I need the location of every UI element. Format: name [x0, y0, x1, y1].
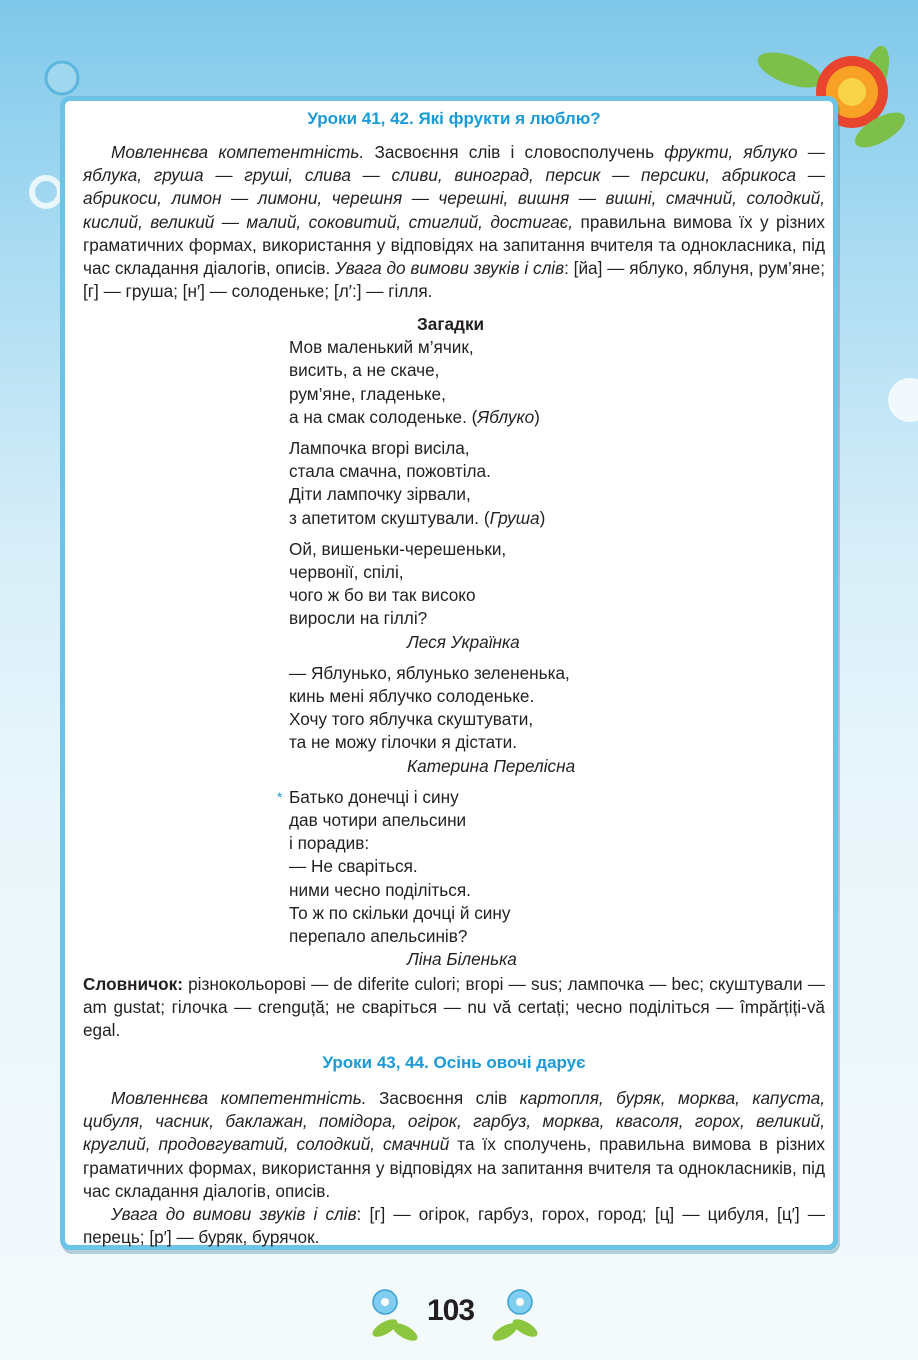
page-number: 103	[427, 1294, 475, 1327]
riddle-line: Лампочка вгорі висіла,	[289, 438, 470, 459]
section-heading-vegetables: Уроки 43, 44. Осінь овочі дарує	[322, 1053, 586, 1072]
poem-line: дав чотири апельсини	[289, 810, 467, 831]
poem-author: Ліна Біленька	[407, 949, 517, 970]
attention-label: Увага до вимови звуків і слів	[335, 258, 565, 279]
competence-label: Мовленнєва компетентність.	[111, 1088, 367, 1108]
poem-line: Батько донечці і сину	[289, 786, 459, 807]
riddle-line	[289, 507, 649, 530]
poem-line: чого ж бо ви так високо	[289, 585, 476, 606]
riddle-close: )	[539, 507, 546, 528]
riddle-stanza	[289, 437, 649, 530]
intro-text: Засвоєння слів	[379, 1088, 508, 1108]
poem-stanza	[289, 538, 649, 654]
competence-paragraph-vegetables	[83, 1087, 825, 1203]
poem-line: і порадив:	[289, 833, 370, 854]
poem-line: кинь мені яблучко солоденьке.	[289, 686, 535, 707]
poem-line: червонії, спілі,	[289, 562, 404, 583]
riddle-line: Діти лампочку зірвали,	[289, 484, 471, 505]
poem-stanza	[289, 662, 649, 778]
content-card	[60, 96, 838, 1250]
vocabulary-words: фрукти, яблуко — яблука, груша — груші, слива — сливи, виноград, персик — персики, абрикоса — абрикоси, лимон — лимони, черешня — черешні, вишня — вишні, смачний, солодкий, кислий, великий — малий, соковитий, стиглий, достигає,	[83, 142, 825, 232]
riddle-line-text: з апетитом скуштували. (	[289, 507, 490, 528]
riddles-title: Загадки	[417, 314, 485, 334]
asterisk-mark: *	[277, 788, 283, 805]
competence-paragraph-fruits	[83, 141, 825, 303]
riddle-line: стала смачна, пожовтіла.	[289, 461, 491, 482]
poem-stanza	[277, 786, 649, 972]
competence-label: Мовленнєва компетентність.	[111, 142, 365, 162]
riddle-line	[289, 406, 649, 429]
poem-line: перепало апельсинів?	[289, 926, 468, 947]
vocabulary-words: картопля, буряк, морква, капуста, цибуля, часник, баклажан, помідора, огірок, гарбуз, морква, квасоля, горох, великий, круглий, продовгуватий, солодкий, смачний	[83, 1088, 825, 1155]
rest-text: правильна вимова їх у різних граматичних формах, використання у відповідях на запитання вчителя та однокласника, під час складання діалогів, описів.	[83, 211, 825, 279]
attention-text: : [йа] — яблуко, яблуня, рум’яне; [г] — груша; [н′] — солоденьке; [л′:] — гілля.	[83, 258, 825, 302]
poem-line: — Не сваріться.	[289, 856, 418, 877]
poem-author: Катерина Перелісна	[407, 755, 576, 776]
riddle-answer: Груша	[489, 507, 540, 528]
riddle-line-text: а на смак солоденьке. (	[289, 406, 478, 427]
poem-line: Ой, вишеньки-черешеньки,	[289, 538, 507, 559]
riddle-line: Мов маленький м’ячик,	[289, 337, 474, 358]
attention-paragraph-vegetables	[83, 1203, 825, 1249]
poem-line: ними чесно поділіться.	[289, 879, 471, 900]
poem-line: То ж по скільки дочці й сину	[289, 902, 511, 923]
attention-text: : [г] — огірок, гарбуз, горох, город; [ц] — цибуля, [ц′] — перець; [р′] — буряк, бурячок.	[83, 1204, 825, 1248]
rest-text: та їх сполучень, правильна вимова в різних граматичних формах, використання у відповідях на запитання вчителя та однокласників, під час складання діалогів, описів.	[83, 1134, 825, 1201]
riddle-line: висить, а не скаче,	[289, 360, 440, 381]
glossary-paragraph	[83, 973, 825, 1043]
intro-text: Засвоєння слів і словосполучень	[374, 142, 655, 162]
poem-line: — Яблунько, яблунько зелененька,	[289, 662, 570, 683]
section-heading-fruits: Уроки 41, 42. Які фрукти я люблю?	[307, 109, 601, 128]
riddle-line: рум’яне, гладеньке,	[289, 383, 446, 404]
poem-line: виросли на гіллі?	[289, 608, 428, 629]
poem-line: Хочу того яблучка скуштувати,	[289, 709, 534, 730]
riddle-answer: Яблуко	[477, 406, 535, 427]
poem-author: Леся Українка	[407, 631, 520, 652]
riddles-block	[277, 313, 649, 979]
riddle-close: )	[534, 406, 540, 427]
glossary-text: різнокольорові — de diferite culori; вгорі — sus; лампочка — bec; скуштували — am gustat; гілочка — crenguță; не сваріться — nu vă certați; чесно поділіться — împărțiți-vă egal.	[83, 974, 825, 1041]
riddle-stanza	[289, 336, 649, 429]
glossary-label: Словничок:	[83, 974, 183, 994]
poem-line: та не можу гілочки я дістати.	[289, 732, 518, 753]
attention-label: Увага до вимови звуків і слів	[111, 1204, 357, 1224]
